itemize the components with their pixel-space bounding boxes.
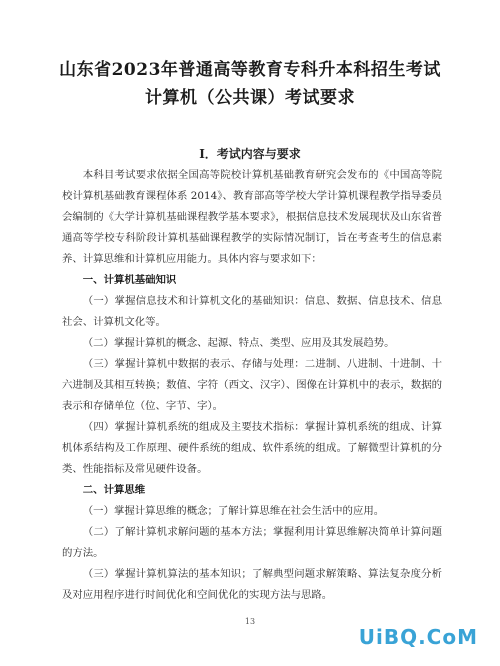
body-paragraph: （一）掌握计算思维的概念；了解计算思维在社会生活中的应用。	[82, 505, 385, 517]
watermark-logo: UiBQ.CoM	[358, 625, 478, 649]
body-paragraph: （二）了解计算机求解问题的基本方法；掌握利用计算思维解决简单计算问题的方法。	[62, 526, 442, 559]
body-paragraph: （三）掌握计算机中数据的表示、存储与处理：二进制、八进制、十进制、十六进制及其相互转换；数值、字符（西文、汉字）、图像在计算机中的表示，数据的表示和存储单位（位、字节、字）。	[62, 358, 442, 412]
title-line-1: 山东省2023年普通高等教育专科升本科招生考试	[59, 60, 441, 80]
document-body	[62, 165, 442, 606]
body-paragraph: （四）掌握计算机系统的组成及主要技术指标：掌握计算机系统的组成、计算机体系结构及工作原理、硬件系统的组成、软件系统的组成。了解微型计算机的分类、性能指标及常见硬件设备。	[62, 421, 442, 475]
subsection-heading: 二、计算思维	[82, 484, 146, 496]
body-paragraph: （一）掌握信息技术和计算机文化的基础知识：信息、数据、信息技术、信息社会、计算机文化等。	[62, 295, 442, 328]
title-line-2: 计算机（公共课）考试要求	[145, 88, 355, 108]
section-heading: Ⅰ．考试内容与要求	[199, 147, 301, 161]
body-paragraph: （二）掌握计算机的概念、起源、特点、类型、应用及其发展趋势。	[82, 337, 395, 349]
page-number: 13	[244, 617, 256, 626]
subsection-heading: 一、计算机基础知识	[82, 274, 177, 286]
body-paragraph: （三）掌握计算机算法的基本知识；了解典型问题求解策略、算法复杂度分析及对应用程序进行时间优化和空间优化的实现方法与思路。	[62, 568, 442, 601]
body-paragraph: 本科目考试要求依据全国高等院校计算机基础教育研究会发布的《中国高等院校计算机基础教育课程体系 2014》、教育部高等学校大学计算机课程教学指导委员会编制的《大学计算机基础课程教学基本要求》，根据信息技术发展现状及山东省普通高等学校专科阶段计算机基础课程教学的实际情况制订，旨在考查考生的信息素养、计算思维和计算机应用能力。具体内容与要求如下：	[62, 169, 442, 265]
document-title	[40, 56, 460, 112]
